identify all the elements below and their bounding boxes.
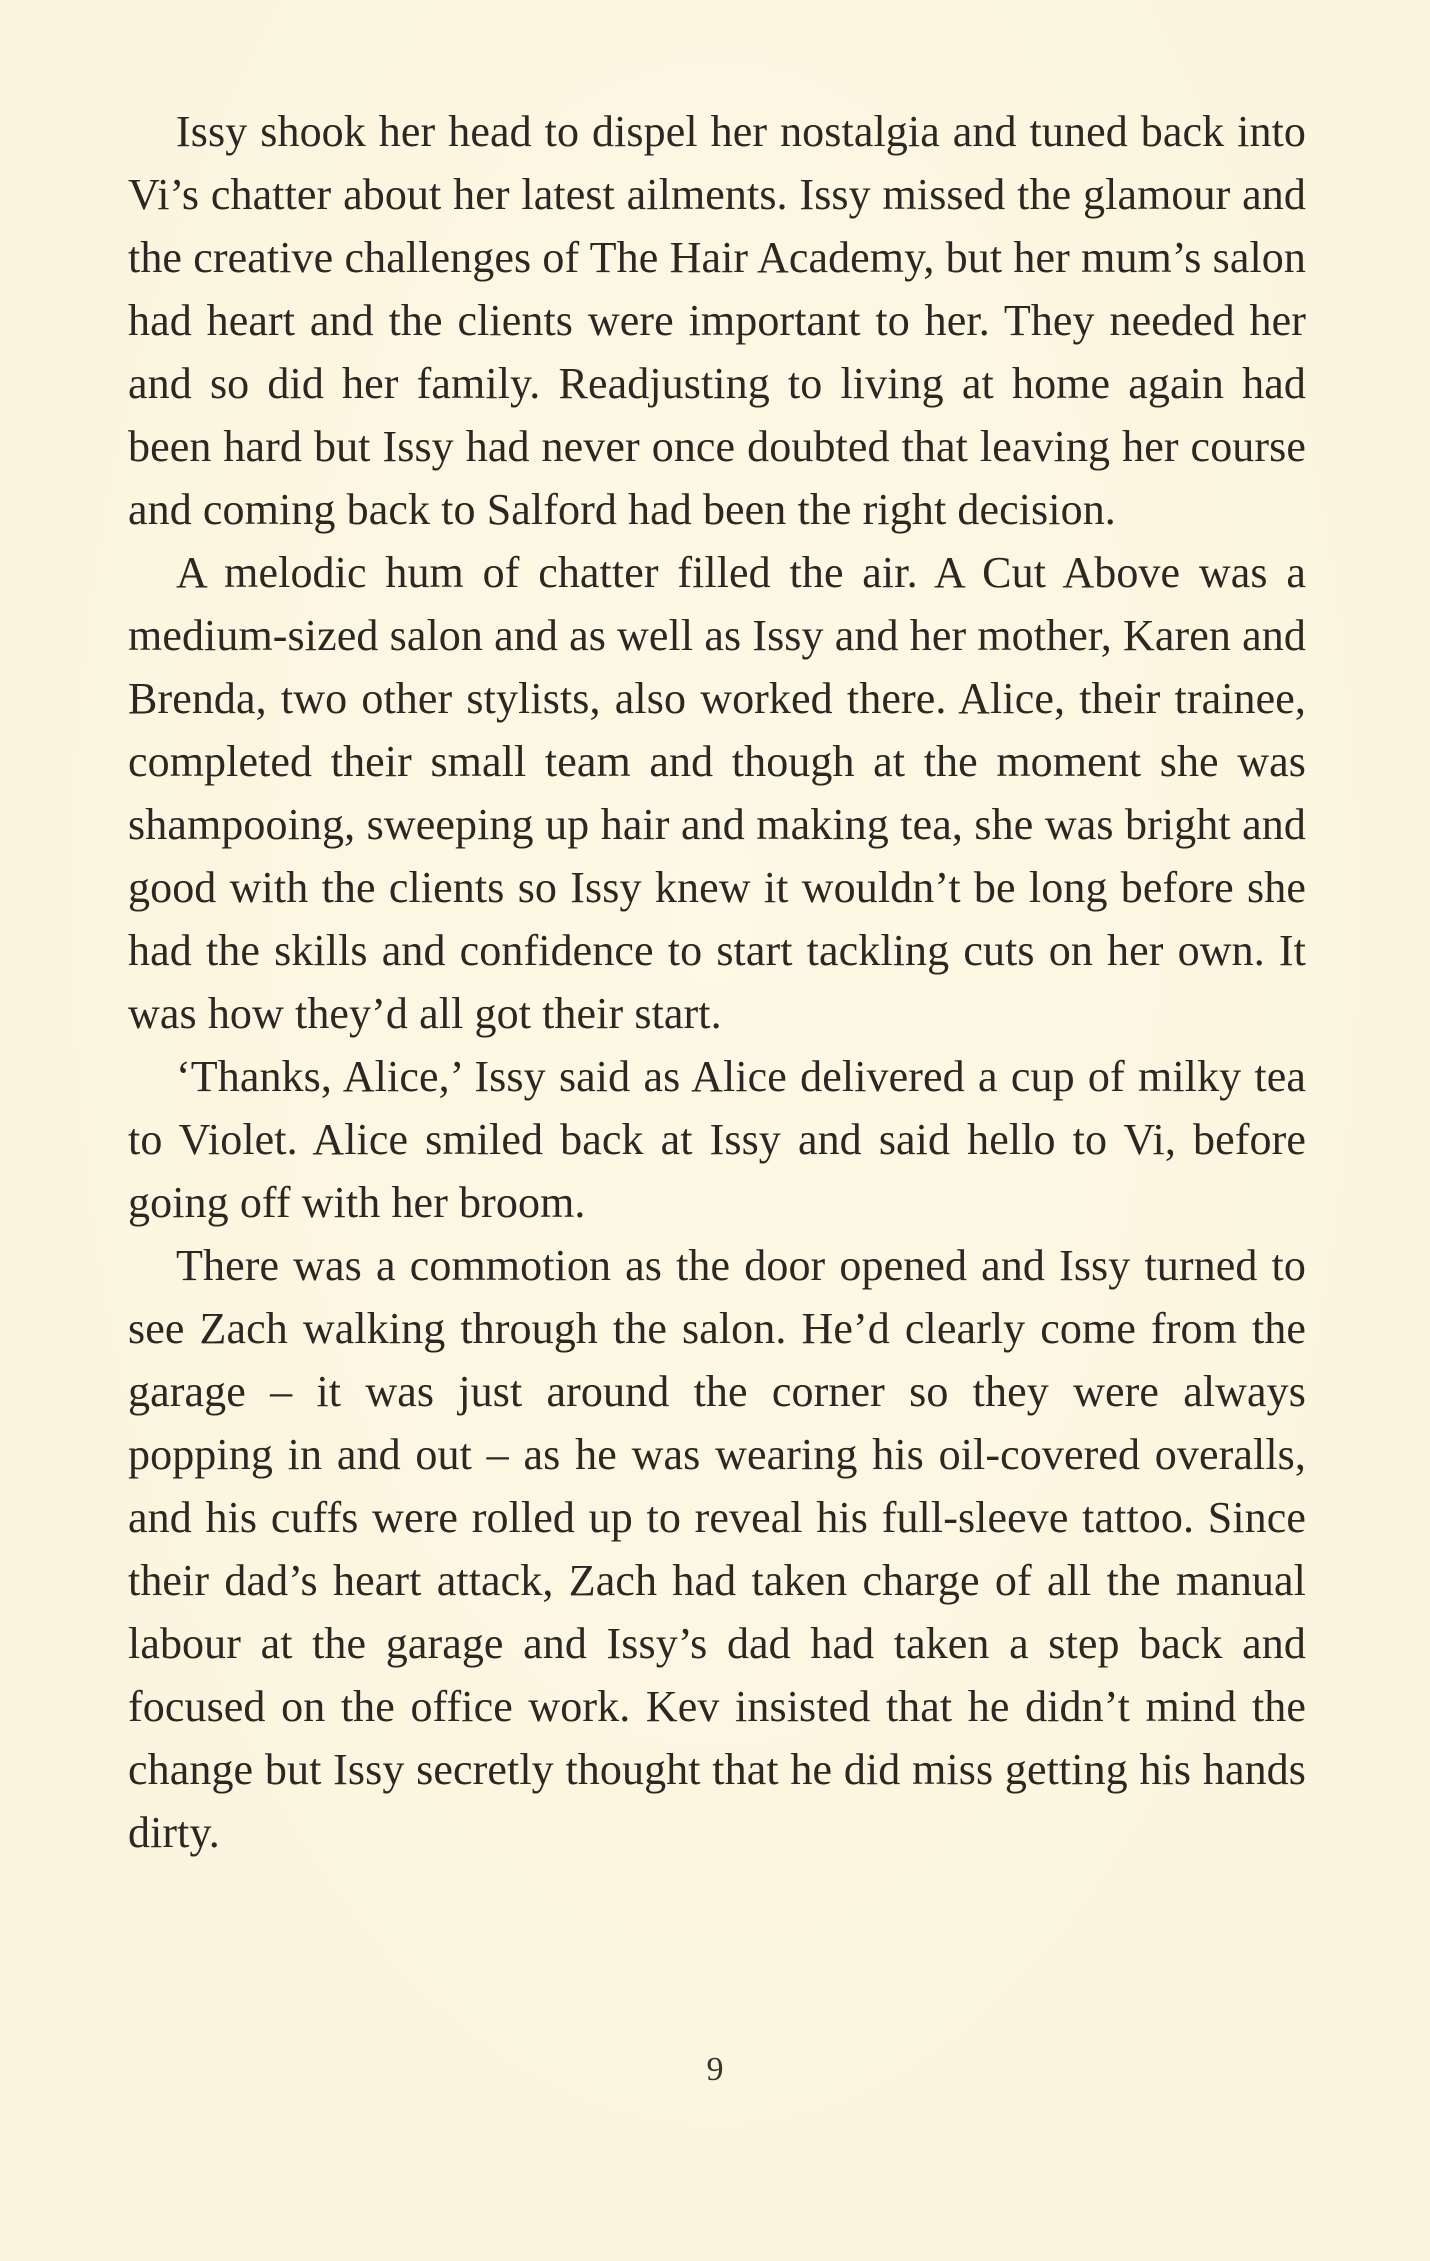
body-text: [128, 100, 1306, 1864]
page-number: 9: [706, 2051, 724, 2088]
paragraph-3: ‘Thanks, Alice,’ Issy said as Alice delivered a cup of milky tea to Violet. Alice smiled back at Issy and said hello to Vi, before going off with her broom.: [128, 1052, 1306, 1227]
paragraph-4: There was a commotion as the door opened and Issy turned to see Zach walking through the salon. He’d clearly come from the garage – it was just around the corner so they were always popping in and out – as he was wearing his oil-covered overalls, and his cuffs were rolled up to reveal his full-sleeve tattoo. Since their dad’s heart attack, Zach had taken charge of all the manual labour at the garage and Issy’s dad had taken a step back and focused on the office work. Kev insisted that he didn’t mind the change but Issy secretly thought that he did miss getting his hands dirty.: [128, 1241, 1306, 1857]
paragraph-2: A melodic hum of chatter filled the air. A Cut Above was a medium-sized salon and as well as Issy and her mother, Karen and Brenda, two other stylists, also worked there. Alice, their trainee, completed their small team and though at the moment she was shampooing, sweeping up hair and making tea, she was bright and good with the clients so Issy knew it wouldn’t be long before she had the skills and confidence to start tackling cuts on her own. It was how they’d all got their start.: [128, 548, 1306, 1038]
paragraph-1: Issy shook her head to dispel her nostalgia and tuned back into Vi’s chatter about her latest ailments. Issy missed the glamour and the creative challenges of The Hair Academy, but her mum’s salon had heart and the clients were important to her. They needed her and so did her family. Readjusting to living at home again had been hard but Issy had never once doubted that leaving her course and coming back to Salford had been the right decision.: [128, 107, 1306, 534]
